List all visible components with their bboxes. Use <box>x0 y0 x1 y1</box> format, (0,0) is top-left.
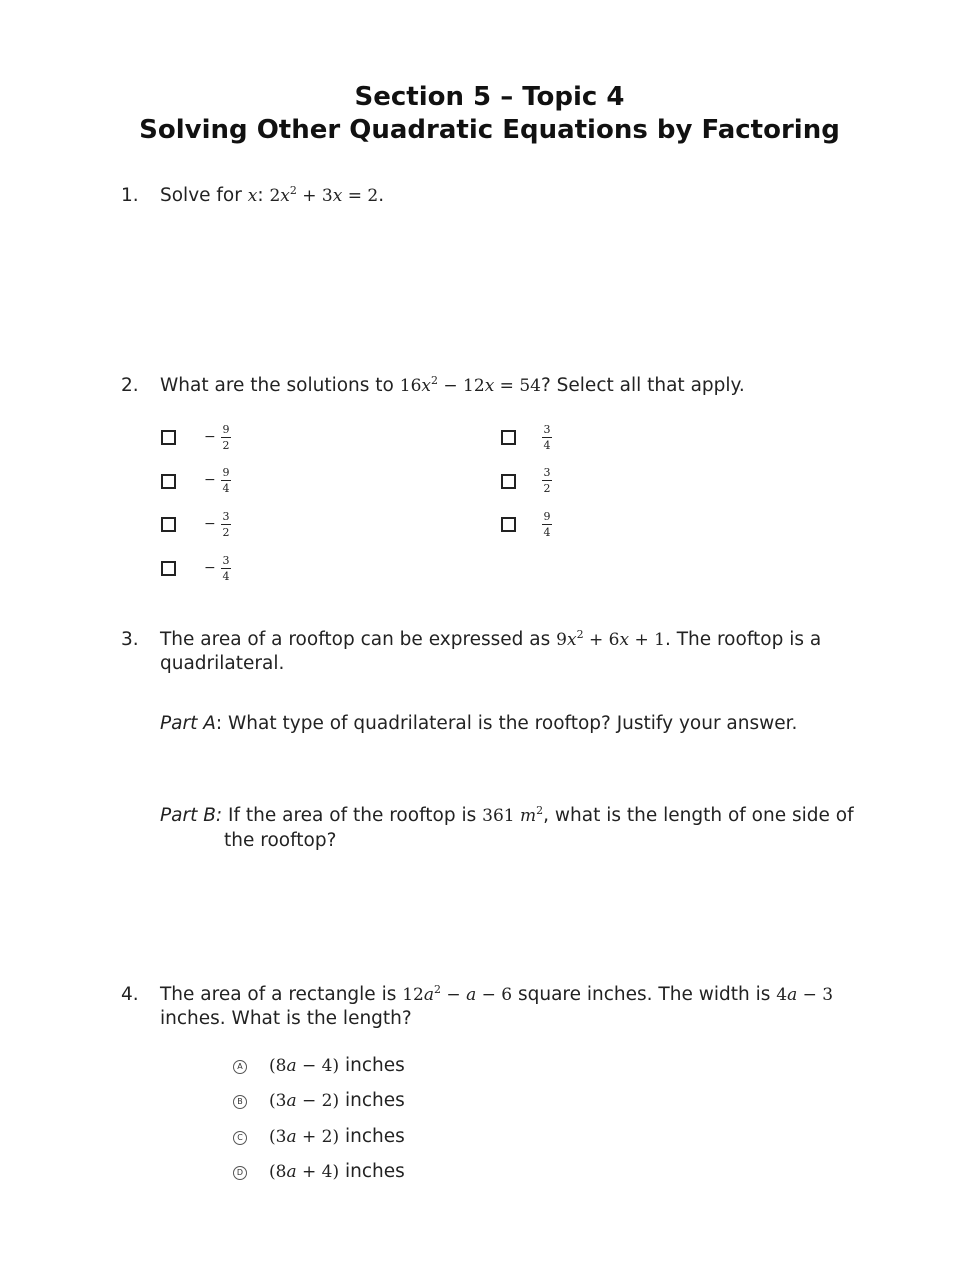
option-text <box>269 1054 405 1078</box>
q1-eq-rhs: = 2 <box>342 186 379 206</box>
q3-part-b-label: Part B: <box>160 805 223 826</box>
question-4-text <box>160 983 833 1007</box>
q4-mid: square inches. The width is <box>512 984 777 1005</box>
minus-sign: − <box>204 516 216 532</box>
q4-w-c: − 3 <box>797 985 834 1005</box>
q2-eq-exp: 2 <box>431 374 438 387</box>
question-2-number: 2. <box>121 375 139 396</box>
q2-prefix: What are the solutions to <box>160 375 400 396</box>
q3-part-b-exp: 2 <box>536 804 544 817</box>
question-3-text <box>160 628 821 652</box>
option-text <box>269 1160 405 1184</box>
option-unit: inches <box>339 1126 405 1147</box>
option-text <box>269 1089 405 1113</box>
checkbox[interactable] <box>161 430 176 445</box>
q3-part-b-unit: m <box>519 806 537 826</box>
q3-eq-c: + 1 <box>629 630 665 650</box>
option-var: a <box>286 1162 297 1182</box>
option-rest: − 2) <box>296 1091 340 1111</box>
page-title-topic: Solving Other Quadratic Equations by Factoring <box>139 115 840 145</box>
minus-sign: − <box>204 429 216 445</box>
numerator: 3 <box>543 423 551 436</box>
option-unit: inches <box>339 1090 405 1111</box>
q1-colon: : <box>257 185 264 206</box>
q2-eq-x2: x <box>484 376 495 396</box>
question-3-number: 3. <box>121 629 139 650</box>
denominator: 2 <box>222 439 230 452</box>
q1-eq-exp: 2 <box>289 184 297 197</box>
q4-eq-v: a <box>423 985 435 1005</box>
q3-eq-exp: 2 <box>576 628 584 641</box>
q1-eq-x: x <box>280 186 290 206</box>
question-2-text <box>160 374 745 398</box>
q4-w-v: a <box>787 985 798 1005</box>
q3-eq-x: x <box>567 630 577 650</box>
numerator: 9 <box>543 510 551 523</box>
q2-eq-a: 16 <box>399 376 422 396</box>
denominator: 4 <box>222 570 230 583</box>
q4-eq-b: − <box>441 985 467 1005</box>
q1-var: x <box>247 186 258 206</box>
option-rest: + 4) <box>296 1162 340 1182</box>
radio-bubble[interactable]: B <box>233 1095 247 1109</box>
checkbox[interactable] <box>161 517 176 532</box>
q1-eq-b: + 3 <box>296 186 333 206</box>
q1-eq-a: 2 <box>269 186 281 206</box>
numerator: 3 <box>222 510 230 523</box>
q3-suffix: . The rooftop is a <box>664 629 822 650</box>
q3-part-b-text1: If the area of the rooftop is <box>222 805 483 826</box>
q3-eq-a: 9 <box>556 630 567 650</box>
question-1-text <box>160 184 384 208</box>
numerator: 3 <box>222 554 230 567</box>
denominator: 4 <box>543 526 551 539</box>
option-text <box>269 1125 405 1149</box>
checkbox[interactable] <box>501 517 516 532</box>
minus-sign: − <box>204 560 216 576</box>
option-open: (3 <box>269 1127 287 1147</box>
page-title-section: Section 5 – Topic 4 <box>354 82 625 112</box>
q3-part-a <box>160 712 797 736</box>
q4-w-a: 4 <box>776 985 788 1005</box>
q3-part-b-val: 361 <box>482 806 520 826</box>
q3-part-b <box>160 804 854 828</box>
denominator: 2 <box>543 482 551 495</box>
option-open: (8 <box>269 1162 287 1182</box>
minus-sign: − <box>204 472 216 488</box>
denominator: 4 <box>543 439 551 452</box>
q1-eq-x2: x <box>332 186 343 206</box>
question-4-number: 4. <box>121 984 139 1005</box>
option-var: a <box>286 1091 297 1111</box>
q3-part-b-text2: , what is the length of one side of <box>543 805 854 826</box>
option-var: a <box>286 1127 297 1147</box>
radio-bubble[interactable]: D <box>233 1166 247 1180</box>
radio-bubble[interactable]: C <box>233 1131 247 1145</box>
q4-prefix: The area of a rectangle is <box>160 984 403 1005</box>
option-rest: + 2) <box>296 1127 340 1147</box>
q2-suffix: ? Select all that apply. <box>540 375 745 396</box>
question-3-text-line2: quadrilateral. <box>160 653 285 674</box>
checkbox[interactable] <box>501 474 516 489</box>
option-var: a <box>286 1056 297 1076</box>
checkbox[interactable] <box>161 474 176 489</box>
q1-end: . <box>378 185 385 206</box>
q3-part-b-line2: the rooftop? <box>224 830 337 851</box>
q4-eq-c: − 6 <box>476 985 513 1005</box>
option-unit: inches <box>339 1161 405 1182</box>
q3-part-a-label: Part A <box>160 713 216 734</box>
q3-part-a-text: : What type of quadrilateral is the rooftop? Justify your answer. <box>215 713 798 734</box>
option-rest: − 4) <box>296 1056 340 1076</box>
option-open: (3 <box>269 1091 287 1111</box>
checkbox[interactable] <box>501 430 516 445</box>
option-unit: inches <box>339 1055 405 1076</box>
q3-eq-x2: x <box>619 630 630 650</box>
q4-eq-a: 12 <box>402 985 424 1005</box>
q2-eq-rhs: = 54 <box>494 376 541 396</box>
q2-eq-x: x <box>421 376 431 396</box>
checkbox[interactable] <box>161 561 176 576</box>
q2-eq-b: − 12 <box>438 376 485 396</box>
question-1-number: 1. <box>121 185 139 206</box>
denominator: 4 <box>222 482 230 495</box>
q3-eq-b: + 6 <box>583 630 620 650</box>
q1-prefix: Solve for <box>160 185 248 206</box>
q4-eq-v2: a <box>466 985 477 1005</box>
option-open: (8 <box>269 1056 287 1076</box>
q4-eq-exp: 2 <box>434 983 442 996</box>
radio-bubble[interactable]: A <box>233 1060 247 1074</box>
question-4-text-line2: inches. What is the length? <box>160 1008 412 1029</box>
q3-prefix: The area of a rooftop can be expressed as <box>160 629 557 650</box>
numerator: 9 <box>222 466 230 479</box>
numerator: 3 <box>543 466 551 479</box>
numerator: 9 <box>222 423 230 436</box>
denominator: 2 <box>222 526 230 539</box>
